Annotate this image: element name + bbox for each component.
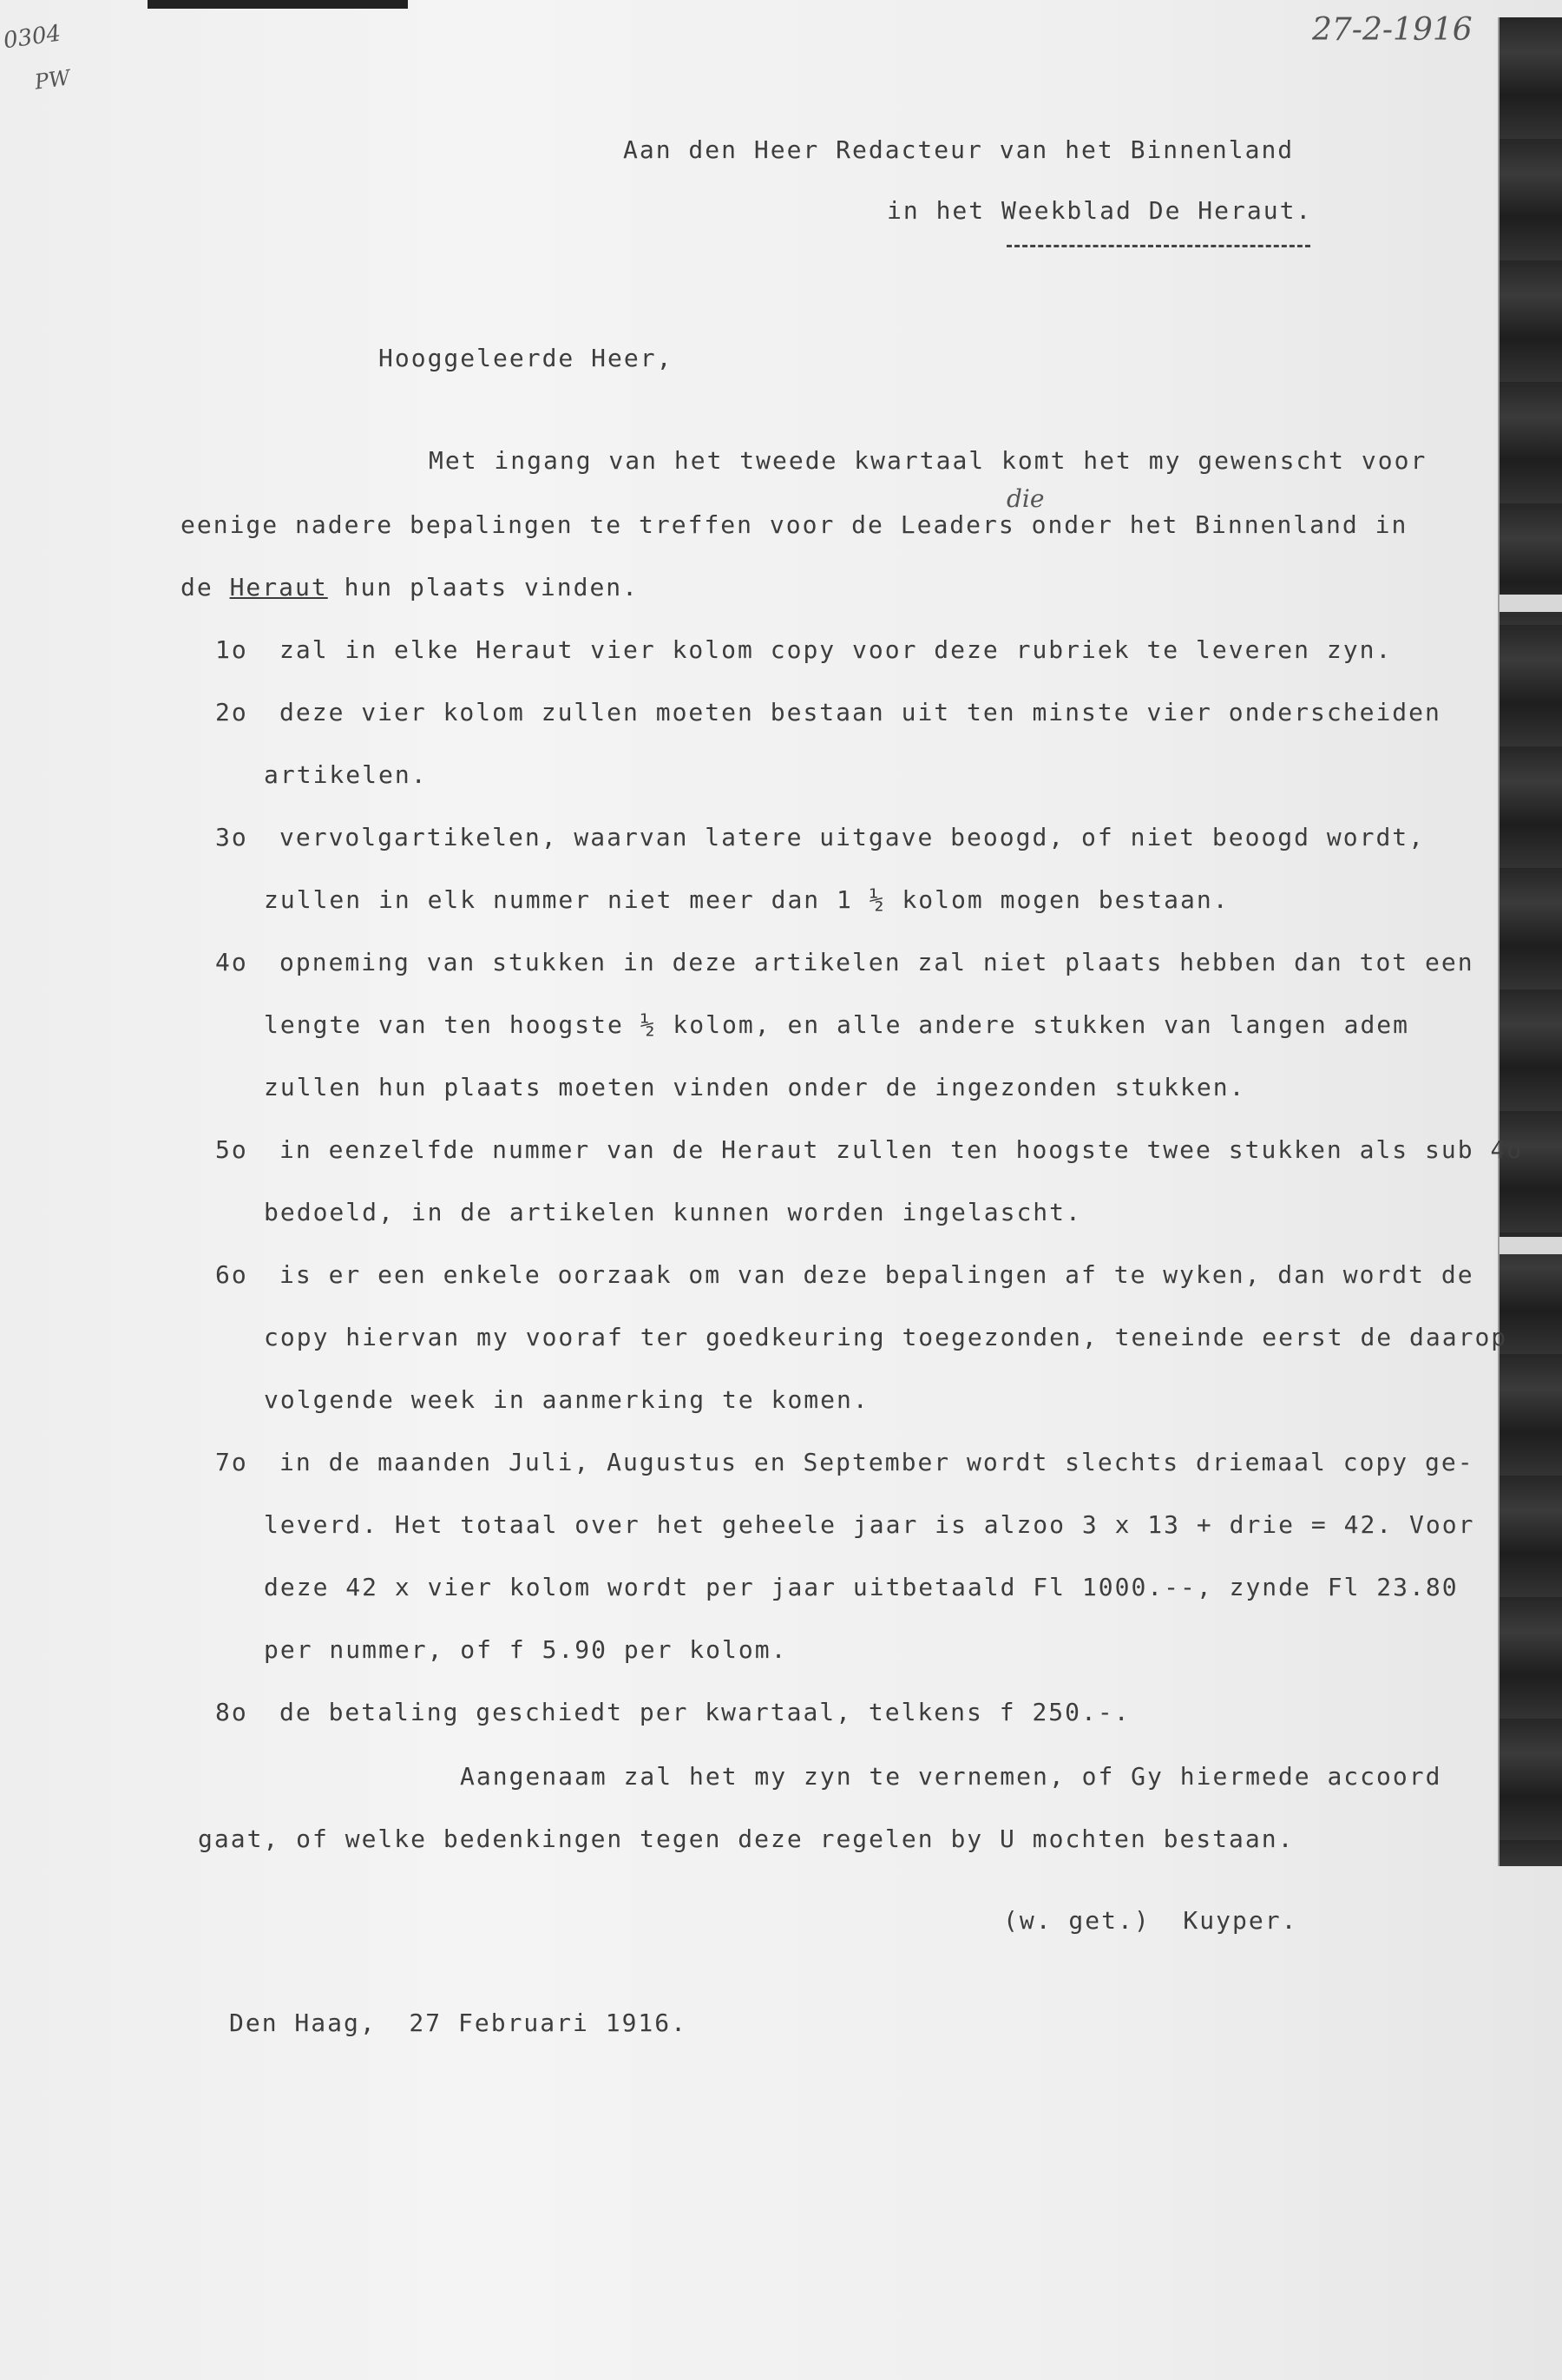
point-line: zullen hun plaats moeten vinden onder de ingezonden stukken. bbox=[264, 1073, 1246, 1101]
point-number: 5o bbox=[215, 1135, 248, 1164]
intro-line-2: eenige nadere bepalingen te treffen voor de Leaders onder het Binnenland in bbox=[180, 510, 1408, 539]
address-line-2: in het Weekblad De Heraut. bbox=[887, 196, 1313, 225]
signature: (w. get.) Kuyper. bbox=[1003, 1906, 1298, 1935]
heraut-underlined: Heraut bbox=[229, 573, 328, 602]
point-line: zullen in elk nummer niet meer dan 1 ½ kolom mogen bestaan. bbox=[264, 885, 1230, 914]
archive-number-note: 0304 bbox=[2, 20, 62, 55]
point-line: vervolgartikelen, waarvan latere uitgave beoogd, of niet beoogd wordt, bbox=[279, 823, 1426, 851]
initials-note: PW bbox=[33, 65, 72, 95]
point-line: de betaling geschiedt per kwartaal, telkens f 250.-. bbox=[279, 1698, 1131, 1726]
intro-line-3 bbox=[180, 573, 639, 602]
point-number: 6o bbox=[215, 1260, 248, 1289]
date-note: 27-2-1916 bbox=[1312, 12, 1473, 48]
handwritten-insertion: die bbox=[1007, 484, 1045, 513]
point-line: volgende week in aanmerking te komen. bbox=[264, 1385, 870, 1414]
intro-line-3-pre: de bbox=[180, 573, 230, 602]
point-line: copy hiervan my vooraf ter goedkeuring toegezonden, teneinde eerst de daarop bbox=[264, 1323, 1508, 1351]
point-number: 7o bbox=[215, 1448, 248, 1476]
salutation: Hooggeleerde Heer, bbox=[378, 344, 673, 372]
point-line: lengte van ten hoogste ½ kolom, en alle andere stukken van langen adem bbox=[264, 1010, 1410, 1039]
point-number: 4o bbox=[215, 948, 248, 976]
point-line: opneming van stukken in deze artikelen zal niet plaats hebben dan tot een bbox=[279, 948, 1474, 976]
address-line-1: Aan den Heer Redacteur van het Binnenland bbox=[623, 135, 1295, 164]
point-line: is er een enkele oorzaak om van deze bepalingen af te wyken, dan wordt de bbox=[279, 1260, 1474, 1289]
scan-edge-gap bbox=[1500, 595, 1562, 612]
closing-line-2: gaat, of welke bedenkingen tegen deze regelen by U mochten bestaan. bbox=[198, 1824, 1295, 1853]
scan-edge-gap bbox=[1500, 1237, 1562, 1254]
address-underline bbox=[1007, 245, 1310, 247]
point-number: 2o bbox=[215, 698, 248, 726]
closing-line-1: Aangenaam zal het my zyn te vernemen, of Gy hiermede accoord bbox=[460, 1762, 1442, 1791]
scan-edge-top bbox=[148, 0, 408, 9]
point-line: zal in elke Heraut vier kolom copy voor deze rubriek te leveren zyn. bbox=[279, 635, 1393, 664]
point-line: leverd. Het totaal over het geheele jaar is alzoo 3 x 13 + drie = 42. Voor bbox=[264, 1510, 1475, 1539]
point-line: deze vier kolom zullen moeten bestaan uit ten minste vier onderscheiden bbox=[279, 698, 1441, 726]
intro-line-1: Met ingang van het tweede kwartaal komt het my gewenscht voor bbox=[429, 446, 1427, 475]
point-line: bedoeld, in de artikelen kunnen worden ingelascht. bbox=[264, 1198, 1082, 1226]
point-line: in eenzelfde nummer van de Heraut zullen ten hoogste twee stukken als sub 4o bbox=[279, 1135, 1524, 1164]
point-line: deze 42 x vier kolom wordt per jaar uitbetaald Fl 1000.--, zynde Fl 23.80 bbox=[264, 1573, 1459, 1601]
scan-edge-right bbox=[1498, 17, 1562, 1866]
point-number: 3o bbox=[215, 823, 248, 851]
point-number: 1o bbox=[215, 635, 248, 664]
intro-line-3-post: hun plaats vinden. bbox=[327, 573, 640, 602]
place-date: Den Haag, 27 Februari 1916. bbox=[229, 2009, 688, 2037]
point-line: in de maanden Juli, Augustus en September wordt slechts driemaal copy ge- bbox=[279, 1448, 1474, 1476]
point-line: artikelen. bbox=[264, 760, 428, 789]
point-number: 8o bbox=[215, 1698, 248, 1726]
point-line: per nummer, of f 5.90 per kolom. bbox=[264, 1635, 788, 1664]
